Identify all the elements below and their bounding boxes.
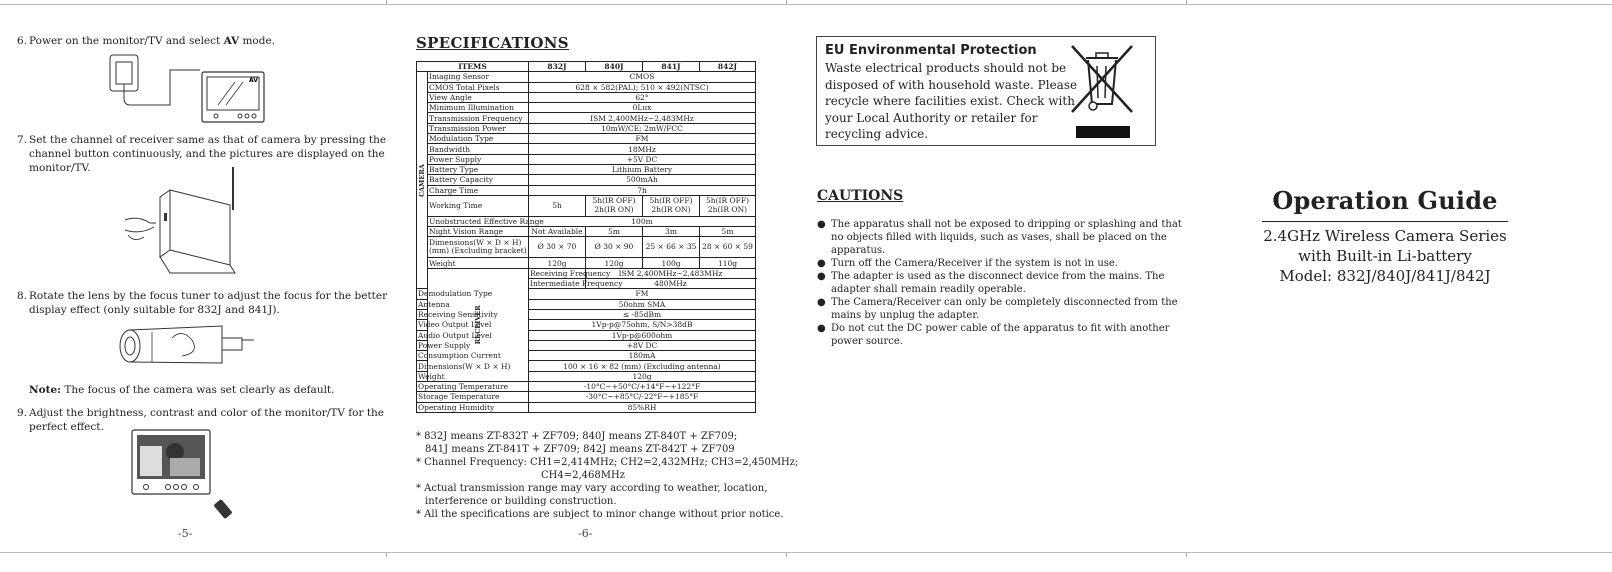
cover-title-rule	[1262, 221, 1508, 222]
monitor-av-label: AV	[249, 77, 258, 84]
fold-tick	[386, 0, 387, 5]
caution-line: The apparatus shall not be exposed to dripping or splashing and that	[831, 219, 1182, 230]
power-monitor-illustration	[100, 50, 270, 125]
row-value: 480MHz	[586, 279, 756, 289]
row-value: 1Vp-p@75ohm, S/N>38dB	[529, 320, 756, 330]
row-label: Demodulation Type	[418, 289, 493, 299]
step-text-bold: AV	[223, 35, 240, 47]
row-label: Antenna	[418, 299, 450, 309]
note	[29, 383, 369, 397]
table-row-working-time	[417, 195, 756, 216]
table-row	[417, 154, 756, 164]
value-832j: 120g	[529, 258, 586, 268]
row-label: Weight	[418, 371, 445, 381]
table-header-row	[417, 62, 756, 72]
value-840j: 5h(IR OFF) 2h(IR ON)	[586, 195, 643, 216]
page-number: -6-	[578, 527, 593, 540]
row-label: Storage Temperature	[417, 392, 529, 402]
cover-subtitle-line: with Built-in Li-battery	[1298, 247, 1472, 265]
row-label: Weight	[428, 258, 529, 268]
header-items: ITEMS	[417, 62, 529, 72]
row-value: 100 × 16 × 82 (mm) (Excluding antenna)	[529, 361, 756, 371]
fold-tick	[1186, 552, 1187, 557]
cover-subtitle-line: 2.4GHz Wireless Camera Series	[1263, 227, 1507, 245]
header-841j: 841J	[643, 62, 700, 72]
footnote: * 832J means ZT-832T + ZF709; 840J means ZT-840T + ZF709;	[416, 431, 738, 442]
caution-line: Turn off the Camera/Receiver if the system is not in use.	[831, 258, 1118, 269]
value-842j: 110g	[700, 258, 756, 268]
value-842j: 5h(IR OFF) 2h(IR ON)	[700, 195, 756, 216]
table-row	[417, 113, 756, 123]
eu-notice-line: your Local Authority or retailer for	[825, 110, 1038, 125]
table-row-weight	[417, 258, 756, 268]
bullet-icon: ●	[817, 323, 826, 334]
row-label: Audio Output Level	[418, 330, 492, 340]
row-label: Working Time	[428, 195, 529, 216]
bottom-trim-line	[0, 552, 1612, 553]
fold-tick	[1186, 0, 1187, 5]
value-841j: 3m	[643, 227, 700, 237]
step-number: 8.	[17, 290, 28, 302]
step-text: mode.	[239, 35, 276, 47]
eu-notice-line: disposed of with household waste. Please	[825, 77, 1078, 92]
caution-line: power source.	[831, 336, 903, 347]
footnote: CH4=2,468MHz	[541, 470, 625, 481]
step-number: 6.	[17, 35, 28, 47]
eu-notice-text	[825, 60, 1077, 143]
step-text: Adjust the brightness, contrast and color of the monitor/TV for the	[29, 407, 385, 419]
caution-line: mains by unplug the adapter.	[831, 310, 980, 321]
table-row	[417, 103, 756, 113]
caution-line: The Camera/Receiver can only be completely disconnected from the	[831, 297, 1178, 308]
eu-notice-line: recycle where facilities exist. Check with	[825, 94, 1075, 109]
camera-group-label: CAMERA	[417, 72, 428, 289]
fold-tick	[786, 0, 787, 5]
step-text: perfect effect.	[29, 421, 104, 433]
caution-line: adapter shall remain readily operable.	[831, 284, 1026, 295]
row-value: 1Vp-p@600ohm	[529, 330, 756, 340]
row-label: Transmission Frequency	[428, 113, 529, 123]
note-text: The focus of the camera was set clearly as default.	[61, 384, 335, 396]
row-value: ≤ -85dBm	[529, 309, 756, 319]
row-value: +8V DC	[529, 340, 756, 350]
value-832j: 5h	[529, 195, 586, 216]
row-label: Imaging Sensor	[428, 72, 529, 82]
eu-notice-title: EU Environmental Protection	[825, 43, 1037, 58]
row-label: Transmission Power	[428, 123, 529, 133]
row-label: Modulation Type	[428, 134, 529, 144]
row-value: 628 × 582(PAL); 510 × 492(NTSC)	[529, 82, 756, 92]
row-label: Video Output Level	[418, 320, 492, 330]
step-text: Set the channel of receiver same as that of camera by pressing the	[29, 134, 387, 146]
value-832j: Not Available	[529, 227, 586, 237]
header-840j: 840J	[586, 62, 643, 72]
bullet-icon: ●	[817, 258, 826, 269]
caution-line: Do not cut the DC power cable of the apparatus to fit with another	[831, 323, 1170, 334]
receiver-group-label: RECEIVER	[428, 268, 529, 381]
table-row	[417, 134, 756, 144]
step-text: channel button continuously, and the pictures are displayed on the	[29, 148, 385, 160]
table-row	[417, 216, 756, 226]
specifications-heading: SPECIFICATIONS	[416, 34, 569, 52]
cover-subtitle	[1232, 226, 1538, 286]
footnote: * All the specifications are subject to minor change without prior notice.	[416, 509, 784, 520]
caution-line: The adapter is used as the disconnect device from the mains. The	[831, 271, 1165, 282]
row-label: Receiving Frequency	[530, 268, 611, 278]
row-label: Charge Time	[428, 185, 529, 195]
row-label: Unobstructed Effective Range	[429, 217, 544, 226]
note-label: Note:	[29, 384, 62, 396]
row-label: Power Supply	[418, 340, 471, 350]
caution-line: apparatus.	[831, 245, 886, 256]
row-value: 0Lux	[529, 103, 756, 113]
row-value: 85%RH	[529, 402, 756, 412]
eu-notice-line: recycling advice.	[825, 127, 929, 142]
header-842j: 842J	[700, 62, 756, 72]
receiver-illustration	[120, 165, 250, 280]
row-label: Receiving Sensitivity	[418, 310, 498, 320]
row-value: 120g	[529, 371, 756, 381]
eu-notice-line: Waste electrical products should not be	[825, 61, 1067, 75]
table-row	[417, 402, 756, 412]
row-value: FM	[529, 134, 756, 144]
spec-footnotes	[416, 430, 798, 521]
monitor-picture-illustration	[130, 428, 250, 523]
value-832j: Ø 30 × 70	[529, 237, 586, 258]
step-number: 9.	[17, 407, 28, 419]
step-number: 7.	[17, 134, 28, 146]
fold-tick	[386, 552, 387, 557]
row-label: Dimensions(W × D × H)	[418, 361, 511, 371]
value-841j: 25 × 66 × 35	[643, 237, 700, 258]
value-840j: Ø 30 × 90	[586, 237, 643, 258]
step-text: Power on the monitor/TV and select	[29, 35, 224, 47]
table-row	[417, 185, 756, 195]
row-value: 50ohm SMA	[529, 299, 756, 309]
bullet-icon: ●	[817, 271, 826, 282]
table-row	[417, 123, 756, 133]
cover-model-line: Model: 832J/840J/841J/842J	[1279, 267, 1491, 285]
row-value: -10°C~+50°C/+14°F~+122°F	[529, 382, 756, 392]
fold-tick	[786, 552, 787, 557]
header-832j: 832J	[529, 62, 586, 72]
row-label: View Angle	[428, 92, 529, 102]
specifications-table	[416, 61, 756, 413]
cover-title: Operation Guide	[1272, 186, 1498, 215]
row-value: CMOS	[529, 72, 756, 82]
row-value: 10mW/CE; 2mW/FCC	[529, 123, 756, 133]
row-value: FM	[529, 289, 756, 299]
table-row	[417, 175, 756, 185]
bullet-icon: ●	[817, 297, 826, 308]
row-value: 62°	[529, 92, 756, 102]
table-row	[417, 144, 756, 154]
row-label: Dimensions(W × D × H) (mm) (Excluding bracket)	[428, 237, 529, 258]
camera-illustration	[112, 318, 262, 373]
top-trim-line	[0, 4, 1612, 5]
value-840j: 120g	[586, 258, 643, 268]
bullet-icon: ●	[817, 219, 826, 230]
value-840j: 5m	[586, 227, 643, 237]
row-label: Bandwidth	[428, 144, 529, 154]
row-value: ISM 2,400MHz~2,483MHz	[529, 113, 756, 123]
row-value: Lithium Battery	[529, 164, 756, 174]
row-value: 100m	[529, 216, 756, 226]
row-label: Operating Temperature	[417, 382, 529, 392]
row-label: Battery Type	[428, 164, 529, 174]
footnote: * Actual transmission range may vary according to weather, location,	[416, 483, 768, 494]
row-label: Power Supply	[428, 154, 529, 164]
row-value: 7h	[529, 185, 756, 195]
value-841j: 100g	[643, 258, 700, 268]
cautions-heading: CAUTIONS	[817, 188, 904, 204]
row-value: 18MHz	[529, 144, 756, 154]
caution-line: no objects filled with liquids, such as vases, shall be placed on the	[831, 232, 1167, 243]
value-841j: 5h(IR OFF) 2h(IR ON)	[643, 195, 700, 216]
weee-bin-icon	[1068, 42, 1136, 142]
row-label: Consumption Current	[418, 351, 501, 361]
row-label: Intermediate Frequency	[530, 279, 623, 289]
row-label: Minimum Illumination	[428, 103, 529, 113]
table-row	[417, 392, 756, 402]
row-value: +5V DC	[529, 154, 756, 164]
page-number: -5-	[178, 527, 193, 540]
table-row	[417, 92, 756, 102]
row-value: 180mA	[529, 351, 756, 361]
row-value: 500mAh	[529, 175, 756, 185]
row-label: Night Vision Range	[428, 227, 529, 237]
row-value: ISM 2,400MHz~2,483MHz	[586, 268, 756, 278]
table-row	[417, 164, 756, 174]
table-row	[417, 382, 756, 392]
table-row	[417, 72, 756, 82]
row-label: Operating Humidity	[417, 402, 529, 412]
value-842j: 5m	[700, 227, 756, 237]
row-label: Battery Capacity	[428, 175, 529, 185]
step-text: display effect (only suitable for 832J and 841J).	[29, 304, 280, 316]
step-text: Rotate the lens by the focus tuner to adjust the focus for the better	[29, 290, 388, 302]
table-row	[417, 268, 756, 278]
step-text: monitor/TV.	[29, 162, 91, 174]
table-row-night-vision	[417, 227, 756, 237]
footnote: 841J means ZT-841T + ZF709; 842J means ZT-842T + ZF709	[425, 444, 735, 455]
row-value: -30°C~+85°C/-22°F~+185°F	[529, 392, 756, 402]
table-row	[417, 82, 756, 92]
table-row-dimensions	[417, 237, 756, 258]
footnote: interference or building construction.	[425, 496, 617, 507]
row-label: CMOS Total Pixels	[428, 82, 529, 92]
footnote: * Channel Frequency: CH1=2,414MHz; CH2=2,432MHz; CH3=2,450MHz;	[416, 457, 799, 468]
value-842j: 28 × 60 × 59	[700, 237, 756, 258]
